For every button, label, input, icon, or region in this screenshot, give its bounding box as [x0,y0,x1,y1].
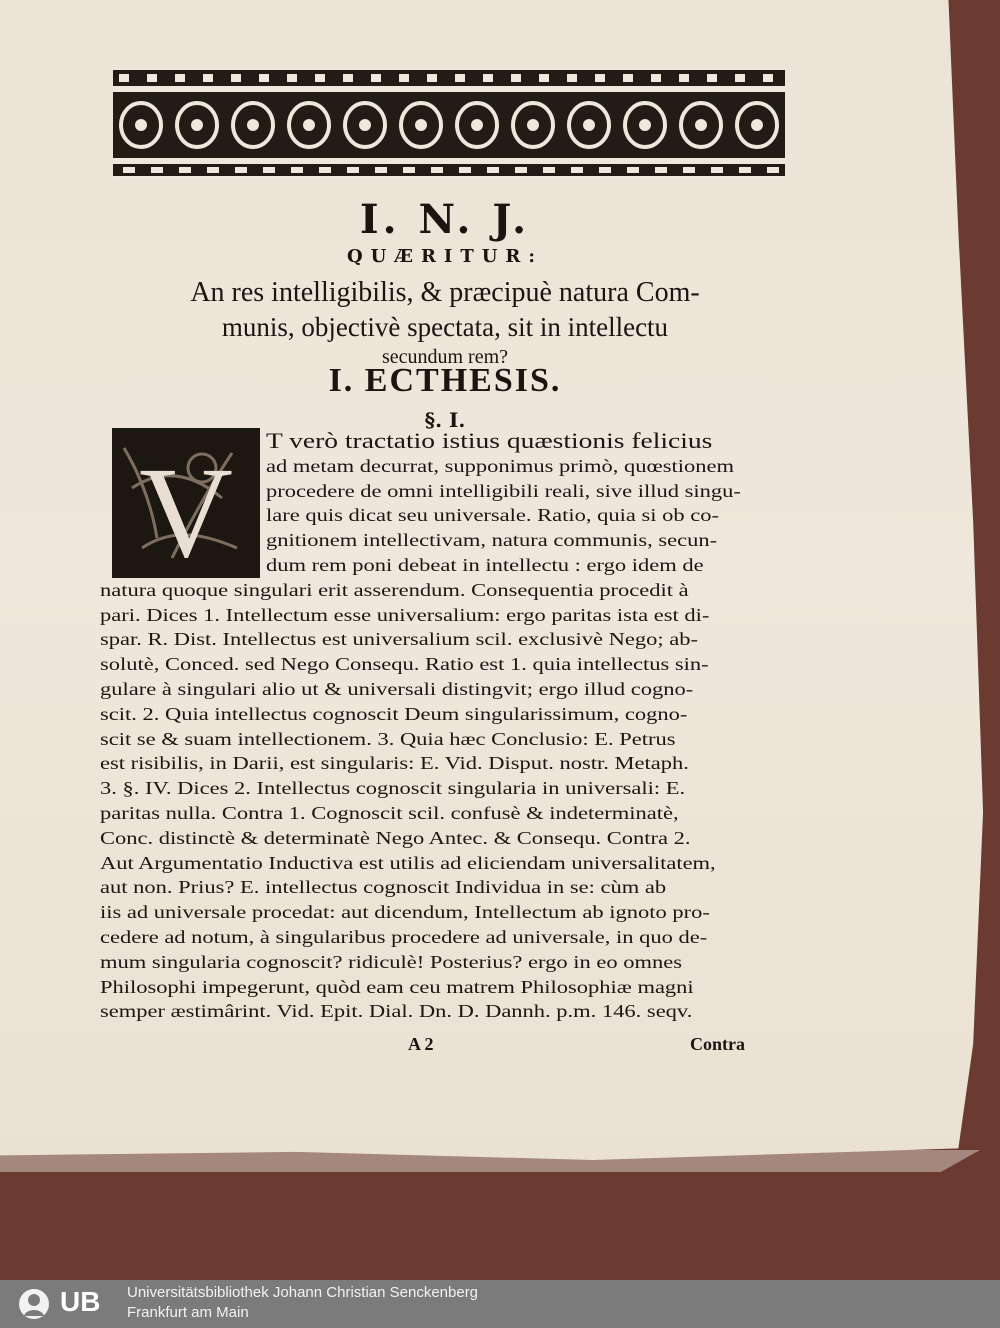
library-footer [0,1280,1000,1328]
body-line: gulare à singulari alio ut & universali distingvit; ergo illud cogno- [100,679,694,699]
body-line: procedere de omni intelligibili reali, sive illud singu- [266,480,741,501]
body-line: scit se & suam intellectionem. 3. Quia hæc Conclusio: E. Petrus [100,728,676,749]
body-line: cedere ad notum, à singularibus procedere ad universale, in quo de- [100,927,708,947]
body-line: paritas nulla. Contra 1. Cognoscit scil. confusè & indeterminatè, [100,803,679,823]
body-line: dum rem poni debeat in intellectu : ergo idem de [266,555,704,575]
body-line: mum singularia cognoscit? ridiculè! Posterius? ergo in eo omnes [100,951,682,972]
body-line: pari. Dices 1. Intellectum esse universalium: ergo paritas ista est di- [100,604,710,625]
question-line: An res intelligibilis, & præcipuè natura Com- [190,277,700,308]
library-city: Frankfurt am Main [127,1304,249,1321]
body-line: est risibilis, in Darii, est singularis: E. Vid. Disput. nostr. Metaph. [100,753,689,774]
heading: I. N. J. [359,196,531,243]
quaeritur: QUÆRITUR: [346,246,544,267]
ecthesis-title: I. ECTHESIS. [328,362,562,399]
signature-mark: A 2 [408,1034,434,1054]
body-line: 3. §. IV. Dices 2. Intellectus cognoscit singularia in universali: E. [100,778,686,799]
body-line: spar. R. Dist. Intellectus est universalium scil. exclusivè Nego; ab- [100,629,699,650]
body-line: scit. 2. Quia intellectus cognoscit Deum singularissimum, cogno- [100,703,688,724]
body-line: Aut Argumentatio Inductiva est utilis ad eliciendam universalitatem, [100,852,716,873]
body-line: Philosophi impegerunt, quòd eam ceu matrem Philosophiæ magni [100,976,694,997]
initial-letter: V [139,441,233,578]
body-line: solutè, Conced. sed Nego Consequ. Ratio est 1. quia intellectus sin- [100,654,709,675]
library-logo-text: UB [60,1286,101,1317]
body-line: ad metam decurrat, supponimus primò, quœstionem [266,455,735,476]
body-line: aut non. Prius? E. intellectus cognoscit Individua in se: cùm ab [100,877,667,898]
body-line: lare quis dicat seu universale. Ratio, quia si ob co- [266,505,720,526]
body-line: gnitionem intellectivam, natura communis, secun- [266,530,718,551]
body-line: semper æstimârint. Vid. Epit. Dial. Dn. D. Dannh. p.m. 146. seqv. [100,1001,693,1022]
catchword: Contra [690,1034,745,1054]
body-line: T verò tractatio istius quæstionis felicius [266,428,713,453]
decorated-initial [112,428,260,578]
body-line: Conc. distinctè & determinatè Nego Antec. & Consequ. Contra 2. [100,827,691,848]
decorative-headpiece [113,68,785,178]
body-line: natura quoque singulari erit asserendum. Consequentia procedit à [100,579,689,600]
body-line: iis ad universale procedat: aut dicendum, Intellectum ab ignoto pro- [100,902,710,923]
question-line: munis, objectivè spectata, sit in intellectu [221,312,669,342]
question-line: secundum rem? [381,346,509,368]
section-mark: §. I. [424,408,466,432]
library-name: Universitätsbibliothek Johann Christian Senckenberg [127,1284,479,1301]
